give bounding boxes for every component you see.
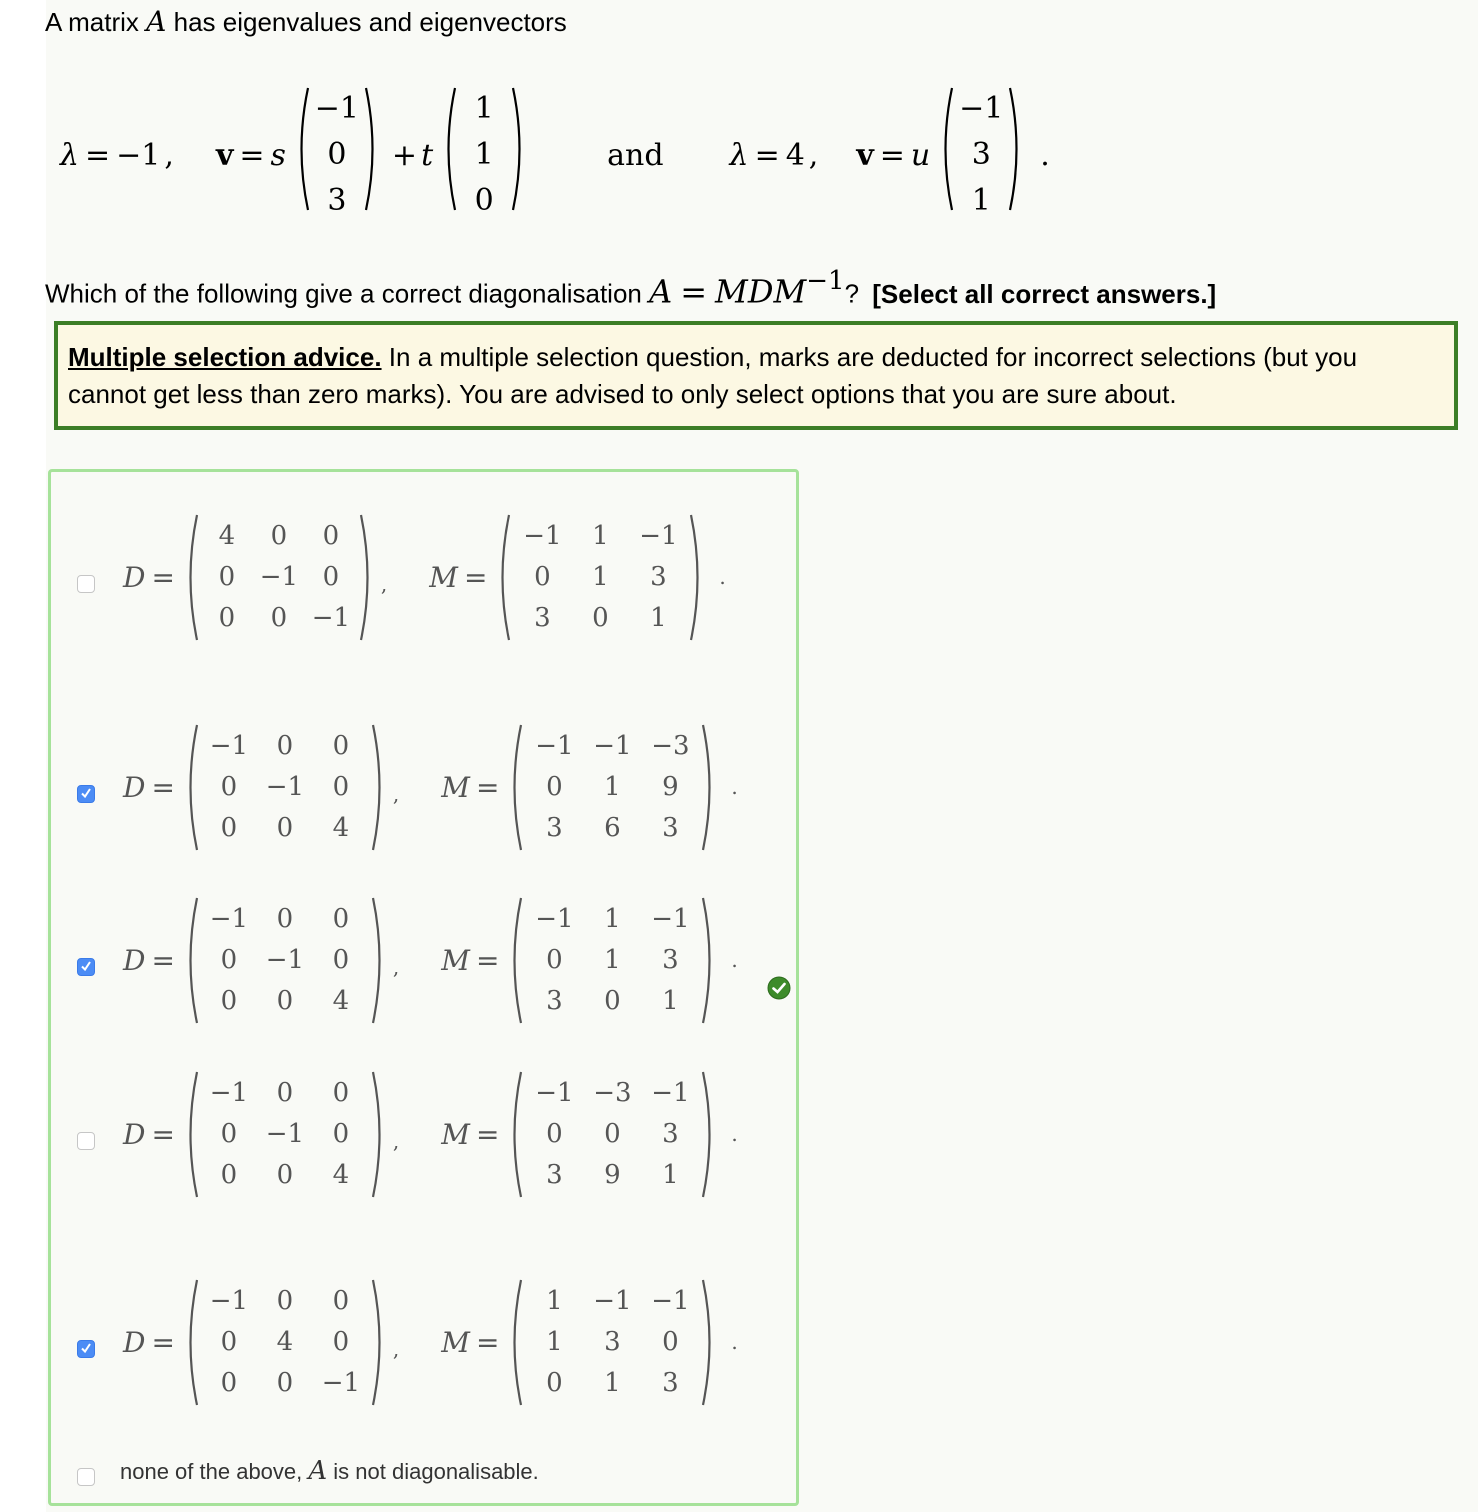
matrix-entry: −3: [593, 1077, 632, 1108]
vector-entry: 0: [327, 137, 347, 172]
matrix-entry: 0: [270, 602, 288, 633]
matrix-entry: 0: [220, 771, 238, 802]
equals-sign: =: [151, 1325, 175, 1359]
matrix-entry: −1: [535, 903, 574, 934]
matrix-entry: 0: [220, 1367, 238, 1398]
matrix-entry: 0: [546, 1367, 563, 1398]
matrix-entry: 0: [276, 1367, 294, 1398]
and-text: and: [607, 137, 664, 173]
matrix-entry: −1: [535, 730, 574, 761]
vector-entry: −1: [959, 91, 1004, 126]
matrix-entry: 1: [592, 520, 609, 551]
matrix-entry: 0: [332, 771, 350, 802]
right-paren: [1008, 86, 1024, 212]
intro-text: A matrix A has eigenvalues and eigenvectors: [45, 5, 567, 38]
vector-entry: 1: [474, 91, 494, 126]
check-icon: [81, 787, 91, 799]
matrix-entry: −1: [209, 903, 249, 934]
matrix-entry: −1: [651, 903, 690, 934]
matrix-entry: 0: [332, 1326, 350, 1357]
check-icon: [81, 960, 91, 972]
matrix-entry: 1: [546, 1285, 563, 1316]
left-paren: [507, 723, 523, 852]
comma: ,: [392, 1129, 400, 1153]
matrix-entry: 1: [592, 561, 609, 592]
left-paren: [495, 513, 511, 642]
matrix-entry: −1: [321, 1367, 361, 1398]
M-label: M: [441, 1117, 470, 1151]
vector-entry: 3: [327, 183, 347, 218]
matrix-entry: 3: [662, 1118, 679, 1149]
D-label: D: [123, 943, 146, 977]
matrix-entry: −1: [259, 561, 299, 592]
equals-sign: =: [475, 943, 500, 977]
right-paren: [359, 513, 375, 642]
vector-entry: 1: [971, 183, 991, 218]
right-paren: [701, 896, 717, 1025]
choices-panel: [48, 469, 799, 1506]
matrix-entry: 3: [662, 1367, 679, 1398]
equals-sign: =: [475, 1325, 500, 1359]
M-matrix: [507, 896, 717, 1025]
matrix-entry: 3: [604, 1326, 621, 1357]
instruction-text: [Select all correct answers.]: [872, 278, 1217, 309]
matrix-entry: 1: [604, 771, 621, 802]
D-label: D: [123, 1325, 146, 1359]
matrix-entry: 9: [604, 1159, 621, 1190]
vector-entry: 3: [971, 137, 991, 172]
option-formula: [123, 1277, 738, 1407]
matrix-entry: 0: [332, 1077, 350, 1108]
D-matrix: [183, 896, 387, 1025]
checkbox-option-5[interactable]: [77, 1340, 95, 1358]
matrix-entry: 3: [662, 944, 679, 975]
matrix-entry: 4: [332, 985, 350, 1016]
matrix-entry: 0: [546, 771, 563, 802]
matrix-entry: 0: [592, 602, 609, 633]
matrix-entry: 0: [276, 812, 294, 843]
matrix-entry: −1: [209, 1077, 249, 1108]
period: .: [731, 948, 738, 972]
matrix-entry: −1: [535, 1077, 574, 1108]
matrix-entry: 1: [662, 985, 679, 1016]
right-paren: [371, 1070, 387, 1199]
matrix-entry: 0: [220, 1159, 238, 1190]
left-paren: [183, 723, 199, 852]
matrix-entry: 4: [218, 520, 236, 551]
option-formula: [123, 895, 738, 1025]
period: .: [731, 1330, 738, 1354]
comma: ,: [392, 955, 400, 979]
matrix-entry: 0: [322, 561, 340, 592]
matrix-entry: −1: [523, 520, 562, 551]
matrix-entry: 4: [332, 812, 350, 843]
M-label: M: [441, 770, 470, 804]
equals-sign: =: [151, 560, 175, 594]
comma: ,: [392, 782, 400, 806]
matrix-entry: 0: [332, 1118, 350, 1149]
equals-sign: =: [475, 1117, 500, 1151]
matrix-entry: 3: [546, 985, 563, 1016]
D-label: D: [123, 770, 146, 804]
advice-body: In a multiple selection question, marks are deducted for incorrect selections (but you cannot get less than zero marks). You are advised to only select options that you are sure about.: [68, 342, 1358, 409]
period: .: [719, 565, 726, 589]
eigenvector-s: [294, 86, 380, 224]
matrix-entry: 0: [276, 730, 294, 761]
matrix-entry: 0: [218, 602, 236, 633]
left-paren: [183, 513, 199, 642]
checkbox-none[interactable]: [77, 1468, 95, 1486]
M-label: M: [441, 1325, 470, 1359]
D-label: D: [123, 560, 146, 594]
matrix-entry: 0: [332, 730, 350, 761]
right-paren: [701, 1278, 717, 1407]
M-label: M: [429, 560, 458, 594]
matrix-entry: 0: [276, 1159, 294, 1190]
matrix-entry: 1: [604, 1367, 621, 1398]
matrix-entry: 0: [276, 903, 294, 934]
matrix-entry: 0: [218, 561, 236, 592]
M-matrix: [507, 1070, 717, 1199]
matrix-entry: 3: [546, 812, 563, 843]
equals-sign: =: [151, 1117, 175, 1151]
matrix-entry: 1: [546, 1326, 563, 1357]
matrix-entry: −1: [593, 1285, 632, 1316]
matrix-entry: −1: [209, 1285, 249, 1316]
matrix-entry: 4: [332, 1159, 350, 1190]
none-option-text: none of the above, A is not diagonalisable.: [120, 1456, 539, 1486]
M-label: M: [441, 943, 470, 977]
D-matrix: [183, 513, 375, 642]
matrix-entry: 0: [534, 561, 551, 592]
checkbox-option-4[interactable]: [77, 1132, 95, 1150]
option-formula: [123, 1069, 738, 1199]
checkbox-option-2[interactable]: [77, 785, 95, 803]
eigen-equation: λ = −1 , v = s −1 0 3 + t 1 1 0 and λ = 4 , v = u −1 3 1 .: [60, 92, 1050, 218]
vector-entry: 0: [474, 183, 494, 218]
option-formula: [123, 722, 738, 852]
matrix-entry: 3: [650, 561, 667, 592]
eigenvector-u: [938, 86, 1024, 224]
vector-entry: −1: [314, 91, 360, 126]
D-matrix: [183, 723, 387, 852]
equals-sign: =: [475, 770, 500, 804]
matrix-entry: 3: [546, 1159, 563, 1190]
left-paren: [938, 86, 954, 212]
right-paren: [701, 723, 717, 852]
comma: ,: [380, 572, 388, 596]
matrix-entry: 1: [604, 903, 621, 934]
matrix-entry: 0: [322, 520, 340, 551]
matrix-A-symbol: A: [146, 5, 167, 38]
matrix-entry: 0: [220, 1326, 238, 1357]
matrix-entry: 0: [546, 944, 563, 975]
right-paren: [689, 513, 705, 642]
matrix-entry: 0: [546, 1118, 563, 1149]
left-paren: [183, 1070, 199, 1199]
matrix-entry: −1: [639, 520, 678, 551]
M-matrix: [507, 1278, 717, 1407]
matrix-entry: 0: [276, 1285, 294, 1316]
matrix-entry: 0: [604, 1118, 621, 1149]
matrix-entry: −1: [265, 1118, 305, 1149]
matrix-entry: 9: [662, 771, 679, 802]
matrix-entry: 0: [220, 1118, 238, 1149]
advice-box: [54, 321, 1458, 430]
equals-sign: =: [151, 770, 175, 804]
matrix-entry: 0: [220, 812, 238, 843]
checkbox-option-3[interactable]: [77, 958, 95, 976]
matrix-entry: −1: [265, 771, 305, 802]
D-matrix: [183, 1278, 387, 1407]
matrix-entry: −1: [265, 944, 305, 975]
matrix-entry: −1: [311, 602, 351, 633]
right-paren: [701, 1070, 717, 1199]
comma: ,: [392, 1337, 400, 1361]
period: .: [731, 775, 738, 799]
matrix-entry: −1: [651, 1077, 690, 1108]
matrix-entry: 0: [220, 944, 238, 975]
D-label: D: [123, 1117, 146, 1151]
matrix-entry: 0: [604, 985, 621, 1016]
matrix-entry: −1: [593, 730, 632, 761]
right-paren: [511, 86, 527, 212]
matrix-entry: 0: [662, 1326, 679, 1357]
advice-title: Multiple selection advice.: [68, 342, 382, 372]
matrix-entry: 3: [534, 602, 551, 633]
matrix-entry: 0: [270, 520, 288, 551]
matrix-entry: 1: [650, 602, 667, 633]
correct-check-circle-icon: [767, 976, 791, 1000]
matrix-entry: 6: [604, 812, 621, 843]
left-paren: [441, 86, 457, 212]
D-matrix: [183, 1070, 387, 1199]
check-icon: [81, 1342, 91, 1354]
M-matrix: [495, 513, 705, 642]
option-formula: [123, 512, 726, 642]
right-paren: [371, 723, 387, 852]
matrix-entry: 0: [276, 1077, 294, 1108]
right-paren: [364, 86, 380, 212]
left-paren: [183, 1278, 199, 1407]
matrix-entry: −1: [209, 730, 249, 761]
question-text: Which of the following give a correct diagonalisation $A = MDM^{-1}$? [Select all correct answers.]: [45, 266, 1217, 311]
period: .: [731, 1122, 738, 1146]
vector-entry: 1: [474, 137, 494, 172]
left-paren: [507, 1070, 523, 1199]
checkbox-option-1[interactable]: [77, 575, 95, 593]
matrix-entry: 0: [276, 985, 294, 1016]
matrix-entry: 4: [276, 1326, 294, 1357]
matrix-entry: −1: [651, 1285, 690, 1316]
M-matrix: [507, 723, 717, 852]
matrix-entry: −3: [651, 730, 690, 761]
left-paren: [507, 896, 523, 1025]
equals-sign: =: [463, 560, 488, 594]
matrix-entry: 3: [662, 812, 679, 843]
matrix-entry: 0: [220, 985, 238, 1016]
matrix-entry: 1: [662, 1159, 679, 1190]
matrix-entry: 0: [332, 903, 350, 934]
eigenvector-t: [441, 86, 527, 224]
matrix-entry: 0: [332, 944, 350, 975]
left-paren: [294, 86, 310, 212]
right-paren: [371, 896, 387, 1025]
left-paren: [183, 896, 199, 1025]
equals-sign: =: [151, 943, 175, 977]
left-paren: [507, 1278, 523, 1407]
matrix-entry: 1: [604, 944, 621, 975]
right-paren: [371, 1278, 387, 1407]
matrix-entry: 0: [332, 1285, 350, 1316]
